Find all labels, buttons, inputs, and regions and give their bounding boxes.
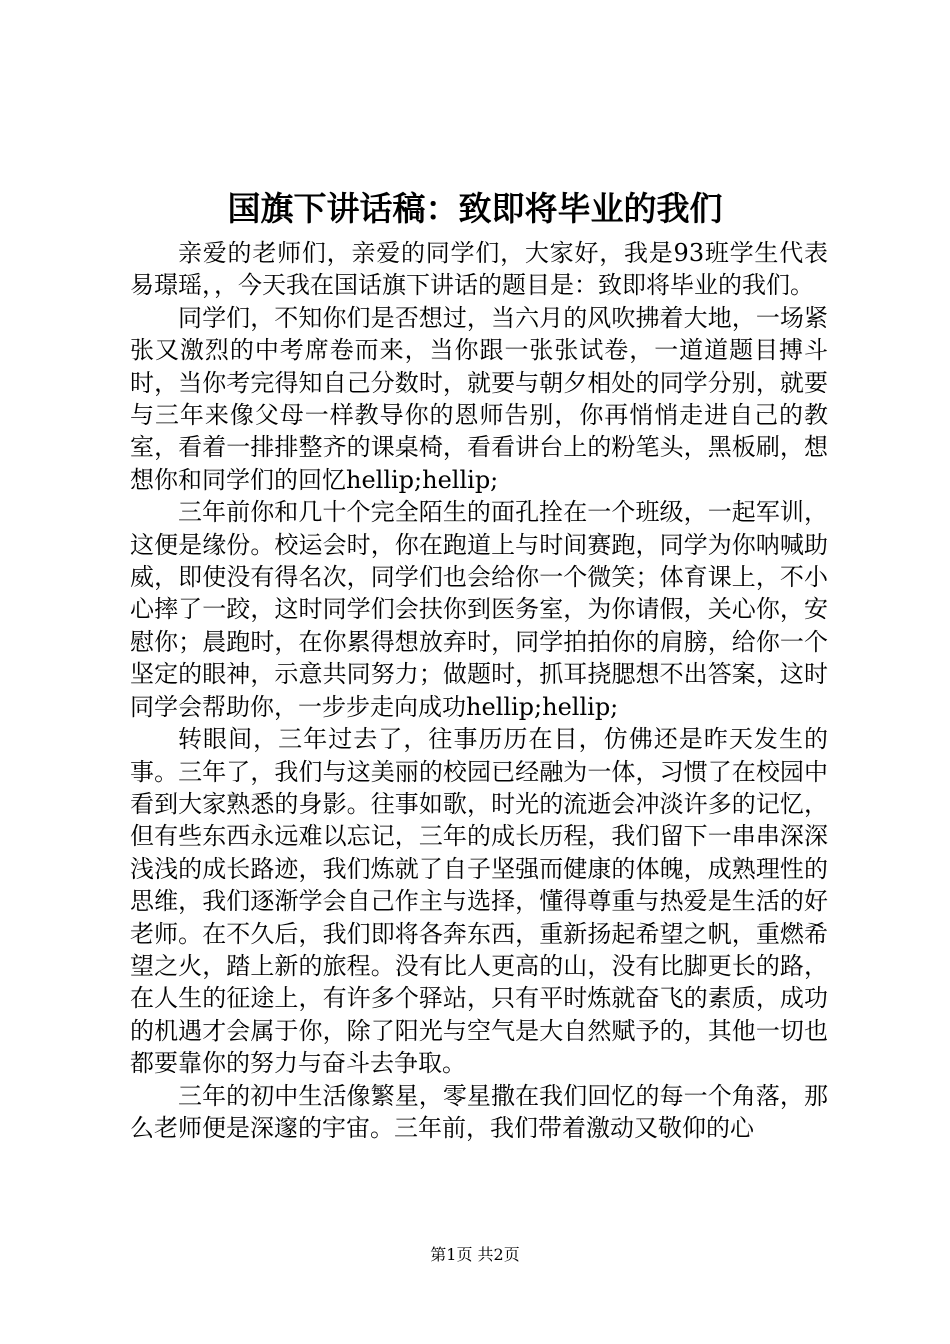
paragraph: 同学们，不知你们是否想过，当六月的风吹拂着大地，一场紧张又激烈的中考席卷而来，当你跟一张张试卷，一道道题目搏斗时，当你考完得知自己分数时，就要与朝夕相处的同学分别，就要与三年来像父母一样教导你的恩师告别，你再悄悄走进自己的教室，看着一排排整齐的课桌椅，看看讲台上的粉笔头，黑板刷，想想你和同学们的回忆hellip;hellip; <box>130 303 828 494</box>
paragraph: 三年的初中生活像繁星，零星撒在我们回忆的每一个角落，那么老师便是深邃的宇宙。三年前，我们带着激动又敬仰的心 <box>130 1081 828 1142</box>
paragraph: 转眼间，三年过去了，往事历历在目，仿佛还是昨天发生的事。三年了，我们与这美丽的校园已经融为一体，习惯了在校园中看到大家熟悉的身影。往事如歌，时光的流逝会冲淡许多的记忆，但有些东西永远难以忘记，三年的成长历程，我们留下一串串深深浅浅的成长路迹，我们炼就了自子坚强而健康的体魄，成熟理性的思维，我们逐渐学会自己作主与选择，懂得尊重与热爱是生活的好老师。在不久后，我们即将各奔东西，重新扬起希望之帆，重燃希望之火，踏上新的旅程。没有比人更高的山，没有比脚更长的路，在人生的征途上，有许多个驿站，只有平时炼就奋飞的素质，成功的机遇才会属于你，除了阳光与空气是大自然赋予的，其他一切也都要靠你的努力与奋斗去争取。 <box>130 725 828 1078</box>
paragraph: 亲爱的老师们，亲爱的同学们，大家好，我是93班学生代表易璟瑶，，今天我在国话旗下讲话的题目是：致即将毕业的我们。 <box>130 239 828 300</box>
page-footer: 第1页 共2页 <box>430 1245 520 1264</box>
document-title: 国旗下讲话稿：致即将毕业的我们 <box>227 189 723 228</box>
document-body <box>130 237 828 1144</box>
paragraph: 三年前你和几十个完全陌生的面孔拴在一个班级，一起军训，这便是缘份。校运会时，你在跑道上与时间赛跑，同学为你呐喊助威，即使没有得名次，同学们也会给你一个微笑；体育课上，不小心摔了一跤，这时同学们会扶你到医务室，为你请假，关心你，安慰你；晨跑时，在你累得想放弃时，同学拍拍你的肩膀，给你一个坚定的眼神，示意共同努力；做题时，抓耳挠腮想不出答案，这时同学会帮助你，一步步走向成功hellip;hellip; <box>130 498 828 721</box>
